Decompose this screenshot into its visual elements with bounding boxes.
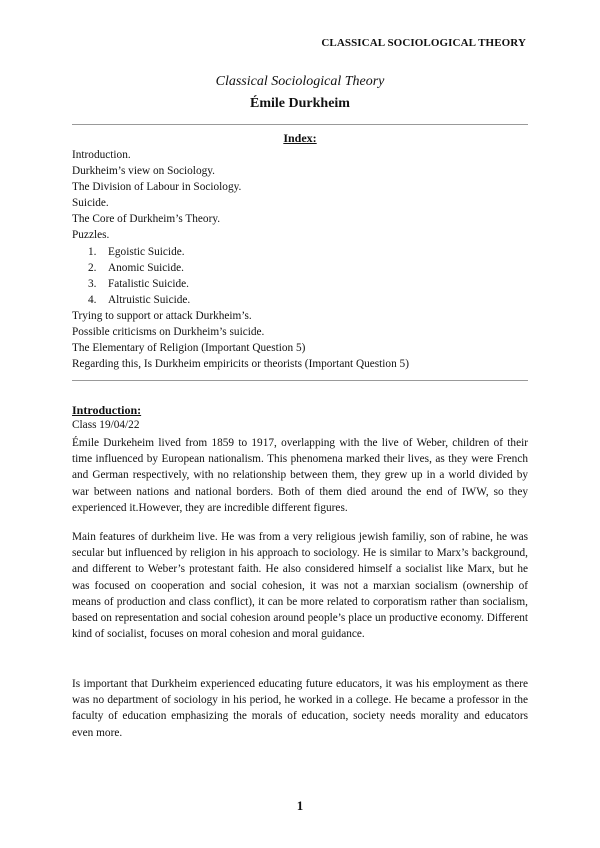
index-item: Suicide. <box>72 197 109 210</box>
top-divider <box>72 124 528 125</box>
puzzle-item <box>72 260 528 276</box>
class-date: Class 19/04/22 <box>72 419 140 431</box>
puzzle-number: 2. <box>88 261 97 274</box>
document-title: Classical Sociological Theory <box>215 74 385 89</box>
document-author: Émile Durkheim <box>250 96 350 111</box>
index-list <box>72 147 528 372</box>
index-item: Puzzles. <box>72 229 110 242</box>
index-item: Regarding this, Is Durkheim empiricits or theorists (Important Question 5) <box>72 358 409 371</box>
puzzle-item <box>72 244 528 260</box>
index-item: The Division of Labour in Sociology. <box>72 181 242 194</box>
introduction-paragraph: Main features of durkheim live. He was from a very religious jewish familiy, son of rabine, he was secular but influenced by religion in his approach to sociology. He is similar to Marx’s background, and different to Weber’s protestant faith. He also considered himself a socialist like Marx, but he was focused on cooperation and social cohesion, it was not a marxian socialism (ownership of means of production and class conflict), it can be more related to corporatism rather than socialism, based on representation and social cohesion around people’s place un productive economy. Different kind of socialist, focuses on moral cohesion and moral guidance. <box>72 531 528 641</box>
introduction-paragraph: Is important that Durkheim experienced educating future educators, it was his employment as there was no department of sociology in his period, he worked in a college. He became a professor in the faculty of education emphasizing the morals of education, society needs morality and educators even more. <box>72 678 528 739</box>
index-item: Trying to support or attack Durkheim’s. <box>72 309 252 322</box>
page-number: 1 <box>296 798 304 813</box>
puzzle-number: 4. <box>88 293 97 306</box>
puzzle-label: Fatalistic Suicide. <box>108 277 189 290</box>
puzzle-label: Anomic Suicide. <box>108 261 184 274</box>
puzzle-label: Altruistic Suicide. <box>108 293 191 306</box>
index-item: Durkheim’s view on Sociology. <box>72 165 215 178</box>
index-item: Possible criticisms on Durkheim’s suicide. <box>72 326 265 339</box>
bottom-divider <box>72 380 528 381</box>
introduction-heading: Introduction: <box>72 403 142 417</box>
puzzle-label: Egoistic Suicide. <box>108 245 185 258</box>
index-item: The Elementary of Religion (Important Question 5) <box>72 342 306 355</box>
puzzle-number: 1. <box>88 245 97 258</box>
puzzle-number: 3. <box>88 277 97 290</box>
index-heading: Index: <box>283 131 317 145</box>
introduction-paragraph: Émile Durkeheim lived from 1859 to 1917, overlapping with the live of Weber, children of their time influenced by European nationalism. This phenomena marked their lives, as they were French and German respectively, with no relationship between them, they grew up in a world divided by war between nations and national borders. Both of them died around the end of IWW, so they experienced it.However, they are incredible different figures. <box>72 437 528 514</box>
running-header: CLASSICAL SOCIOLOGICAL THEORY <box>321 37 526 49</box>
index-item: Introduction. <box>72 149 131 161</box>
puzzle-item <box>72 276 528 292</box>
index-item: The Core of Durkheim’s Theory. <box>72 213 221 226</box>
puzzle-item <box>72 292 528 308</box>
